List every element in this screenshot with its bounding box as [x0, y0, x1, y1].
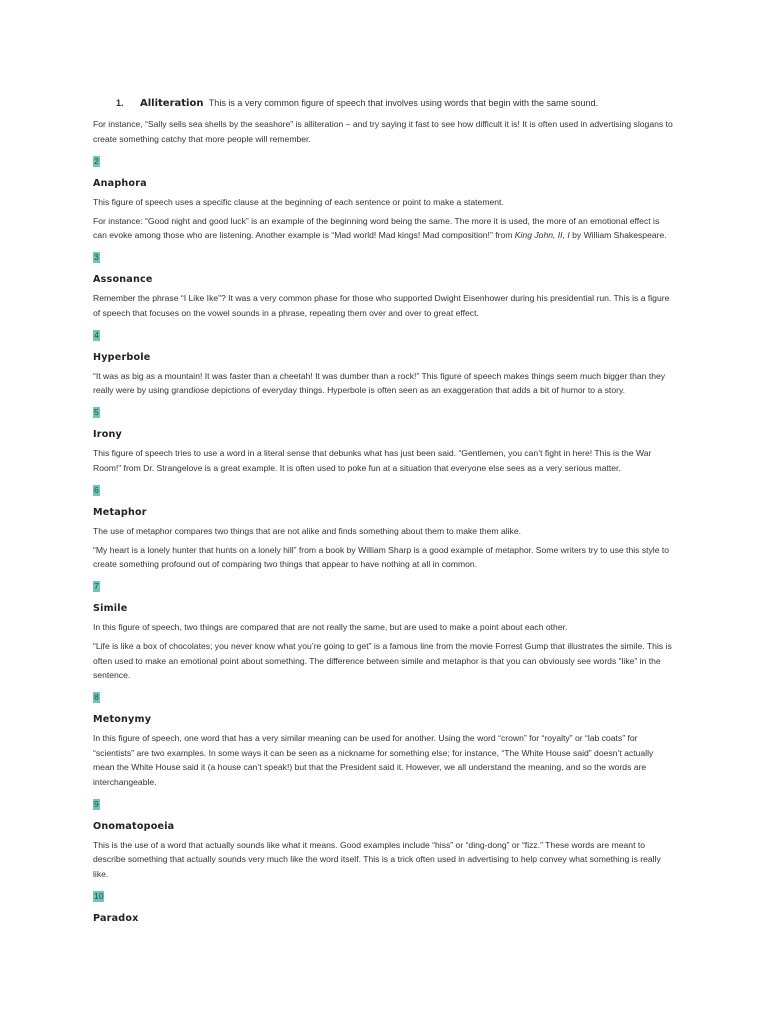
paragraph: In this figure of speech, one word that has a very similar meaning can be used for another. Using the word “crown” for “royalty” or “lab coats” for “scientists” are two examples. In some ways it can be seen as a nickname for something else; for instance, “The White House said” doesn’t actually mean the White House said it (a house can’t speak!) but that the President said it. However, we all understand the meaning, and so the words are interchangeable. — [93, 733, 654, 787]
section-anaphora — [93, 151, 675, 243]
page-marker: 10 — [94, 890, 104, 901]
section-heading: Assonance — [93, 274, 153, 285]
page-marker: 3 — [94, 252, 99, 262]
section-paradox — [93, 886, 675, 925]
page-marker: 4 — [94, 329, 99, 340]
page-marker: 5 — [94, 407, 99, 417]
figure-of-speech-list — [93, 151, 675, 925]
section-heading: Hyperbole — [93, 351, 151, 363]
section-simile — [93, 576, 675, 683]
term-description: This is a very common figure of speech that involves using words that begin with the same sound. — [208, 98, 599, 108]
paragraph: “Life is like a box of chocolates; you never know what you’re going to get” is a famous line from the movie Forrest Gump that illustrates the simile. This is often used to make an emotional point about something. The difference between simile and metaphor is that you can obviously see words “like” in the sentence. — [93, 641, 672, 680]
page-marker: 6 — [94, 484, 99, 495]
section-heading: Metonymy — [93, 714, 152, 725]
paragraph: “My heart is a lonely hunter that hunts on a lonely hill” from a book by William Sharp is a good example of metaphor. Some writers try to use this style to create something profound out of comparing two things that appear to have nothing at all in common. — [93, 544, 670, 569]
section-heading: Irony — [93, 429, 122, 440]
section-heading: Onomatopoeia — [93, 820, 175, 832]
section-hyperbole — [93, 325, 675, 398]
paragraph: For instance, “Sally sells sea shells by the seashore” is alliteration – and try saying it fast to see how difficult it is! It is often used in advertising slogans to create something catchy that more people will remember. — [93, 119, 673, 144]
document-page — [93, 96, 675, 930]
paragraph: Remember the phrase “I Like Ike”? It was a very common phase for those who supported Dwight Eisenhower during his presidential run. This is a figure of speech that focuses on the vowel sounds in a phrase, repeating them over and over to great effect. — [93, 293, 670, 318]
section-metaphor — [93, 480, 675, 572]
paragraph: This figure of speech uses a specific clause at the beginning of each sentence or point to make a statement. — [93, 196, 504, 207]
paragraph: This figure of speech tries to use a word in a literal sense that debunks what has just been said. “Gentlemen, you can’t fight in here! This is the War Room!” from Dr. Strangelove is a great example. It is often used to poke fun at a situation that everyone else sees as a very serious matter. — [93, 448, 652, 473]
section-irony — [93, 402, 675, 475]
paragraph: “It was as big as a mountain! It was faster than a cheetah! It was dumber than a rock!” This figure of speech makes things seem much bigger than they really were by using grandiose depictions of everyday things. Hyperbole is often seen as an exaggeration that adds a bit of humor to a story. — [93, 370, 666, 395]
section-heading: Metaphor — [93, 506, 147, 518]
term-alliteration: Alliteration — [140, 98, 204, 109]
paragraph: This is the use of a word that actually sounds like what it means. Good examples include “hiss” or “ding-dong” or “fizz.” These words are meant to describe something that actually sounds very much like the word itself. This is a trick often used in advertising to help convey what something is really like. — [93, 839, 661, 879]
emphasized-title: King John, II, I — [514, 230, 570, 240]
page-marker: 2 — [94, 155, 99, 166]
page-marker: 9 — [94, 798, 99, 809]
section-heading: Paradox — [93, 912, 139, 924]
list-item-alliteration — [93, 96, 675, 111]
paragraph: For instance: “Good night and good luck” is an example of the beginning word being the same. The more it is used, the more of an emotional effect is can evoke among those who are listening. Another example is “Mad world! Mad kings! Mad composition!” from King John, II, I by William Shakespeare. — [93, 215, 667, 240]
paragraph: In this figure of speech, two things are compared that are not really the same, but are used to make a point about each other. — [93, 622, 568, 632]
section-onomatopoeia — [93, 794, 675, 882]
section-assonance — [93, 247, 675, 320]
page-marker: 7 — [94, 581, 99, 591]
paragraph: The use of metaphor compares two things that are not alike and finds something about them to make them alike. — [93, 525, 522, 536]
section-metonymy — [93, 687, 675, 789]
section-heading: Simile — [93, 603, 128, 614]
list-number: 1. — [116, 98, 124, 108]
page-marker: 8 — [94, 692, 99, 702]
section-heading: Anaphora — [93, 177, 147, 189]
